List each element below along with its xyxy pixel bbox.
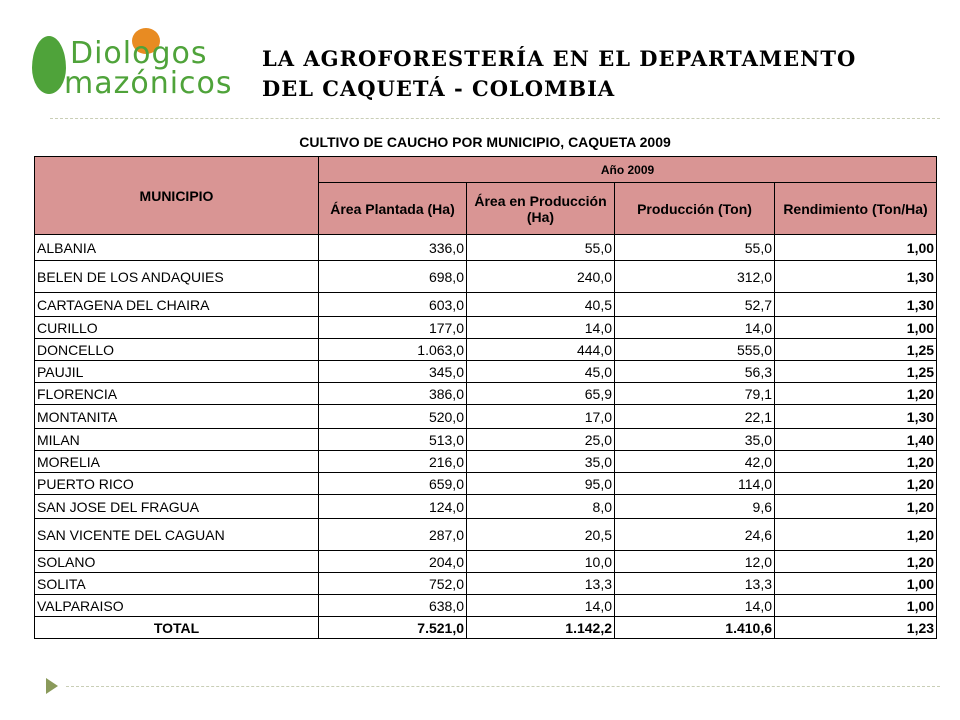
area-plantada-cell: 659,0 (319, 473, 467, 495)
area-produccion-cell: 95,0 (467, 473, 615, 495)
area-plantada-cell: 752,0 (319, 573, 467, 595)
rendimiento-cell: 1,25 (775, 339, 937, 361)
page-title-line2: DEL CAQUETÁ - COLOMBIA (262, 76, 616, 101)
area-plantada-cell: 177,0 (319, 317, 467, 339)
area-produccion-cell: 444,0 (467, 339, 615, 361)
rendimiento-cell: 1,20 (775, 495, 937, 519)
rendimiento-cell: 1,40 (775, 429, 937, 451)
produccion-cell: 42,0 (615, 451, 775, 473)
column-header: Área Plantada (Ha) (319, 183, 467, 235)
municipio-cell: FLORENCIA (35, 383, 319, 405)
total-label: TOTAL (35, 617, 319, 639)
table-row (35, 551, 937, 573)
area-plantada-cell: 204,0 (319, 551, 467, 573)
logo-text-line2: mazónicos (64, 66, 233, 101)
municipio-cell: MILAN (35, 429, 319, 451)
area-produccion-cell: 240,0 (467, 261, 615, 293)
area-produccion-cell: 14,0 (467, 595, 615, 617)
total-produccion-cell: 1.410,6 (615, 617, 775, 639)
header-municipio: MUNICIPIO (35, 157, 319, 235)
area-plantada-cell: 386,0 (319, 383, 467, 405)
area-produccion-cell: 55,0 (467, 235, 615, 261)
rendimiento-cell: 1,00 (775, 595, 937, 617)
table-row (35, 573, 937, 595)
produccion-cell: 55,0 (615, 235, 775, 261)
area-produccion-cell: 14,0 (467, 317, 615, 339)
municipio-cell: VALPARAISO (35, 595, 319, 617)
area-plantada-cell: 287,0 (319, 519, 467, 551)
produccion-cell: 9,6 (615, 495, 775, 519)
rendimiento-cell: 1,30 (775, 293, 937, 317)
column-header: Área en Producción (Ha) (467, 183, 615, 235)
produccion-cell: 312,0 (615, 261, 775, 293)
area-produccion-cell: 20,5 (467, 519, 615, 551)
logo-green-shape (32, 36, 66, 94)
play-arrow-icon[interactable] (46, 678, 58, 694)
area-produccion-cell: 10,0 (467, 551, 615, 573)
total-area-produccion-cell: 1.142,2 (467, 617, 615, 639)
page-title-line1: LA AGROFORESTERÍA EN EL DEPARTAMENTO (262, 46, 857, 71)
produccion-cell: 24,6 (615, 519, 775, 551)
produccion-cell: 56,3 (615, 361, 775, 383)
produccion-cell: 14,0 (615, 317, 775, 339)
area-produccion-cell: 8,0 (467, 495, 615, 519)
area-produccion-cell: 13,3 (467, 573, 615, 595)
produccion-cell: 52,7 (615, 293, 775, 317)
area-plantada-cell: 520,0 (319, 405, 467, 429)
area-produccion-cell: 35,0 (467, 451, 615, 473)
table-row (35, 519, 937, 551)
municipio-cell: ALBANIA (35, 235, 319, 261)
table-row (35, 261, 937, 293)
page-title (262, 44, 942, 104)
table-row (35, 383, 937, 405)
municipio-cell: MORELIA (35, 451, 319, 473)
table-row (35, 595, 937, 617)
table-row (35, 495, 937, 519)
column-header: Producción (Ton) (615, 183, 775, 235)
area-produccion-cell: 17,0 (467, 405, 615, 429)
logo-text-line1: Diologos (70, 36, 208, 71)
produccion-cell: 114,0 (615, 473, 775, 495)
municipio-cell: CURILLO (35, 317, 319, 339)
rendimiento-cell: 1,00 (775, 317, 937, 339)
municipio-cell: SOLITA (35, 573, 319, 595)
municipio-cell: PAUJIL (35, 361, 319, 383)
rendimiento-cell: 1,20 (775, 383, 937, 405)
municipio-cell: MONTANITA (35, 405, 319, 429)
table-row (35, 451, 937, 473)
footer-divider (66, 686, 940, 687)
municipio-cell: SAN JOSE DEL FRAGUA (35, 495, 319, 519)
logo (28, 22, 248, 106)
table-row (35, 361, 937, 383)
rendimiento-cell: 1,20 (775, 519, 937, 551)
area-plantada-cell: 513,0 (319, 429, 467, 451)
area-plantada-cell: 216,0 (319, 451, 467, 473)
table-row (35, 405, 937, 429)
produccion-cell: 14,0 (615, 595, 775, 617)
area-produccion-cell: 40,5 (467, 293, 615, 317)
table-row (35, 339, 937, 361)
table-row (35, 473, 937, 495)
table-row (35, 293, 937, 317)
total-rendimiento-cell: 1,23 (775, 617, 937, 639)
area-produccion-cell: 65,9 (467, 383, 615, 405)
table-row (35, 429, 937, 451)
rendimiento-cell: 1,20 (775, 451, 937, 473)
produccion-cell: 12,0 (615, 551, 775, 573)
rendimiento-cell: 1,20 (775, 551, 937, 573)
total-row (35, 617, 937, 639)
produccion-cell: 22,1 (615, 405, 775, 429)
area-plantada-cell: 603,0 (319, 293, 467, 317)
produccion-cell: 35,0 (615, 429, 775, 451)
header-divider (50, 118, 940, 119)
rendimiento-cell: 1,00 (775, 235, 937, 261)
area-plantada-cell: 336,0 (319, 235, 467, 261)
produccion-cell: 13,3 (615, 573, 775, 595)
area-plantada-cell: 1.063,0 (319, 339, 467, 361)
table-row (35, 235, 937, 261)
area-plantada-cell: 698,0 (319, 261, 467, 293)
municipio-cell: BELEN DE LOS ANDAQUIES (35, 261, 319, 293)
municipio-cell: DONCELLO (35, 339, 319, 361)
produccion-cell: 555,0 (615, 339, 775, 361)
area-plantada-cell: 345,0 (319, 361, 467, 383)
area-produccion-cell: 45,0 (467, 361, 615, 383)
area-produccion-cell: 25,0 (467, 429, 615, 451)
municipio-cell: SAN VICENTE DEL CAGUAN (35, 519, 319, 551)
table-caption: CULTIVO DE CAUCHO POR MUNICIPIO, CAQUETA 2009 (299, 134, 671, 150)
rendimiento-cell: 1,20 (775, 473, 937, 495)
rendimiento-cell: 1,25 (775, 361, 937, 383)
rendimiento-cell: 1,30 (775, 261, 937, 293)
produccion-cell: 79,1 (615, 383, 775, 405)
area-plantada-cell: 638,0 (319, 595, 467, 617)
rendimiento-cell: 1,00 (775, 573, 937, 595)
area-plantada-cell: 124,0 (319, 495, 467, 519)
municipio-cell: CARTAGENA DEL CHAIRA (35, 293, 319, 317)
header-year: Año 2009 (319, 157, 937, 183)
rendimiento-cell: 1,30 (775, 405, 937, 429)
column-header: Rendimiento (Ton/Ha) (775, 183, 937, 235)
data-table (34, 156, 937, 639)
table-row (35, 317, 937, 339)
municipio-cell: SOLANO (35, 551, 319, 573)
municipio-cell: PUERTO RICO (35, 473, 319, 495)
total-area-plantada-cell: 7.521,0 (319, 617, 467, 639)
